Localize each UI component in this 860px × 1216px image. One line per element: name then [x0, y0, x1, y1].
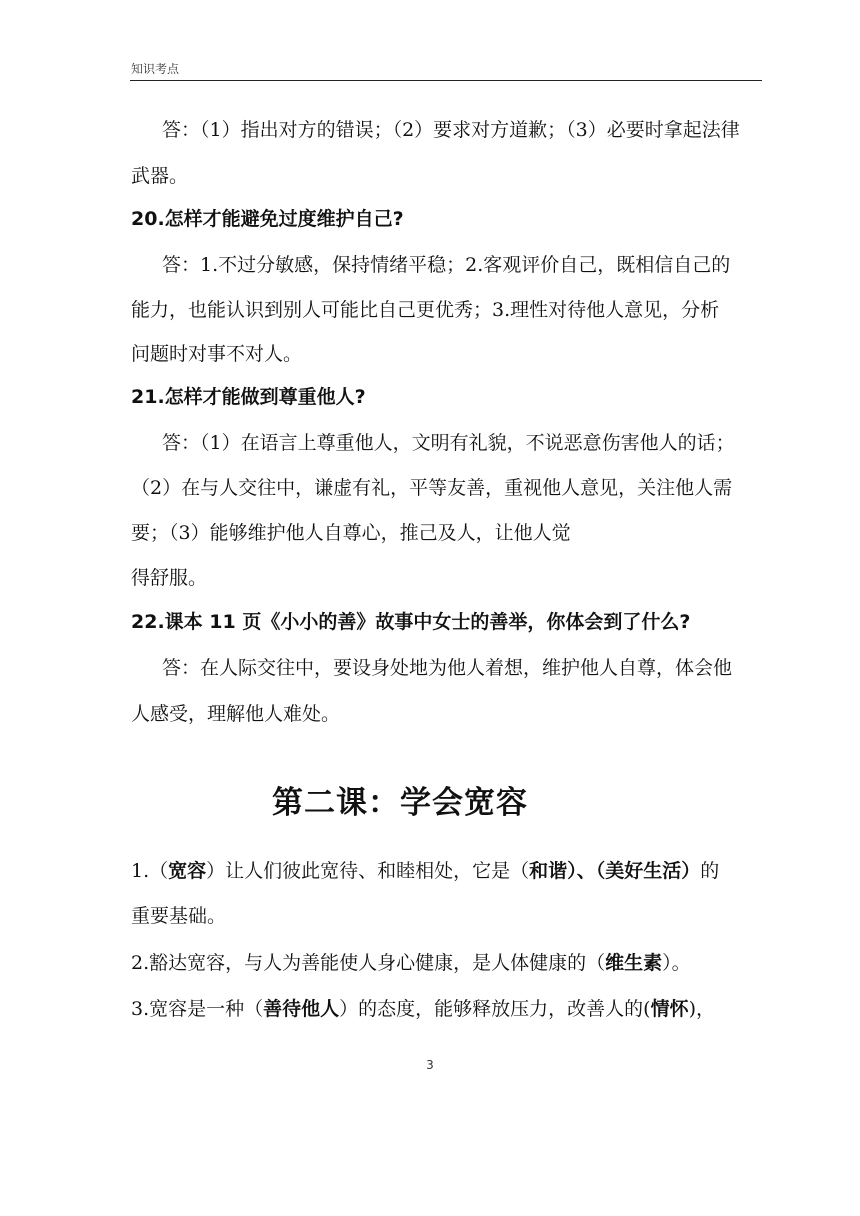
- answer-line: 要；（3）能够维护他人自尊心，推己及人，让他人觉: [131, 522, 571, 544]
- keyword: （美好生活）: [595, 860, 701, 882]
- point-line: [131, 950, 771, 976]
- answer-line: 得舒服。: [131, 567, 208, 589]
- answer-line: 能力，也能认识到别人可能比自己更优秀；3.理性对待他人意见，分析: [131, 299, 720, 321]
- answer-line: 答：（1）在语言上尊重他人，文明有礼貌，不说恶意伤害他人的话；: [162, 432, 735, 454]
- page-number: 3: [426, 1058, 434, 1072]
- point-text: 1.（: [131, 860, 169, 882]
- point-text: ）、: [567, 860, 596, 882]
- keyword: 善待他人: [263, 998, 340, 1020]
- answer-line: （2）在与人交往中，谦虚有礼，平等友善，重视他人意见，关注他人需: [131, 477, 733, 499]
- point-text: 2.豁达宽容，与人为善能使人身心健康，是人体健康的（: [131, 952, 606, 974]
- section-title: 第二课：学会宽容: [272, 785, 528, 821]
- answer-line: 人感受，理解他人难处。: [131, 703, 341, 725]
- answer-line: 答：（1）指出对方的错误；（2）要求对方道歉；（3）必要时拿起法律: [162, 119, 740, 141]
- keyword: 和谐: [529, 860, 568, 882]
- answer-line: 武器。: [131, 165, 189, 187]
- point-text: ）让人们彼此宽待、和睦相处，它是（: [206, 860, 530, 882]
- answer-line: 答：在人际交往中，要设身处地为他人着想，维护他人自尊，体会他: [162, 657, 733, 679]
- question-heading: 22.课本 11 页《小小的善》故事中女士的善举，你体会到了什么?: [131, 611, 691, 633]
- header-divider: [130, 80, 762, 81]
- point-line: [131, 858, 771, 884]
- point-text: ）。: [662, 952, 691, 974]
- point-text: ）的态度，能够释放压力，改善人的(: [339, 998, 651, 1020]
- page-header: 知识考点: [131, 62, 180, 76]
- point-line: [131, 996, 771, 1022]
- answer-line: 问题时对事不对人。: [131, 343, 303, 365]
- point-text: 的: [700, 860, 720, 882]
- point-line: 重要基础。: [131, 905, 227, 927]
- keyword: 情怀: [650, 998, 689, 1020]
- question-heading: 20.怎样才能避免过度维护自己?: [131, 208, 404, 230]
- keyword: 宽容: [168, 860, 207, 882]
- point-text: )，: [688, 998, 716, 1020]
- point-text: 3.宽容是一种（: [131, 998, 264, 1020]
- answer-line: 答：1.不过分敏感，保持情绪平稳；2.客观评价自己，既相信自己的: [162, 254, 731, 276]
- keyword: 维生素: [605, 952, 663, 974]
- question-heading: 21.怎样才能做到尊重他人?: [131, 386, 366, 408]
